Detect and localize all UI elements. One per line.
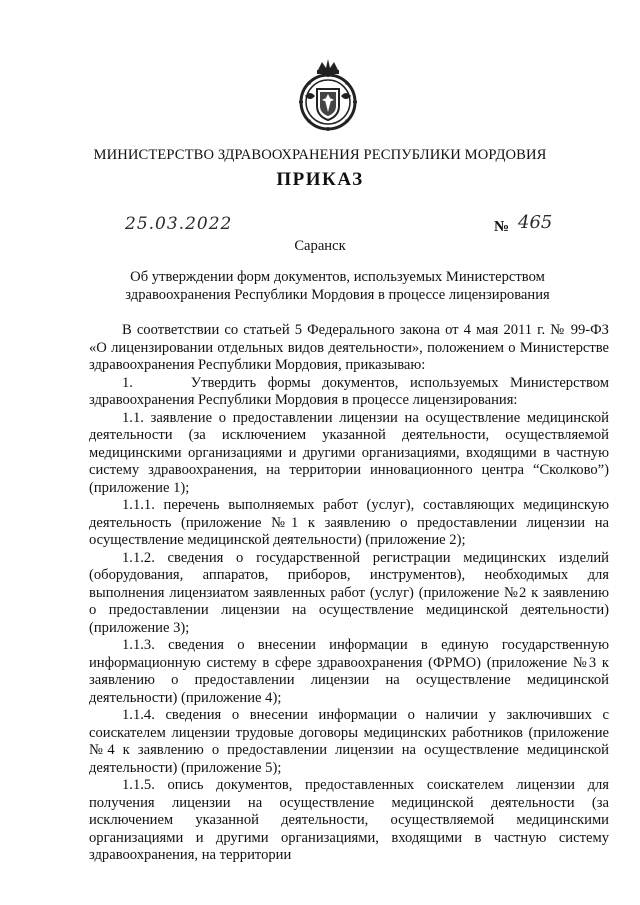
item-1-1-3: 1.1.3. сведения о внесении информации в единую государственную информационную систему в сфере здравоохранения (ФРМО) (приложение №3 к заявлению о предоставлении лицензии на осуществление медицинской деятельности) (приложение 4); bbox=[89, 637, 609, 706]
item-1: 1. Утвердить формы документов, используемых Министерством здравоохранения Республики Мордовия в процессе лицензирования: bbox=[89, 374, 609, 408]
item-1-1-2: 1.1.2. сведения о государственной регистрации медицинских изделий (оборудования, аппаратов, приборов, инструментов), необходимых для выполнения лицензиатом заявленных работ (услуг) (приложение №2 к заявлению о предоставлении лицензии на осуществление медицинской деятельности) (приложение 3); bbox=[89, 549, 609, 636]
item-1-1: 1.1. заявление о предоставлении лицензии на осуществление медицинской деятельности (за исключением указанной деятельности, осуществляемой медицинскими организациями и другими организациями, входящими в частную систему здравоохранения, на территории инновационного центра “Сколково”) (приложение 1); bbox=[89, 409, 609, 496]
city-name: Саранск bbox=[294, 238, 346, 254]
ministry-name: МИНИСТЕРСТВО ЗДРАВООХРАНЕНИЯ РЕСПУБЛИКИ МОРДОВИЯ bbox=[93, 147, 547, 163]
subject-line-2: здравоохранения Республики Мордовия в процессе лицензирования bbox=[125, 287, 550, 303]
order-subject bbox=[100, 268, 575, 304]
handwritten-date: 25.03.2022 bbox=[125, 214, 233, 234]
number-label: № bbox=[494, 219, 510, 235]
item-1-1-5: 1.1.5. опись документов, предоставленных соискателем лицензии для получения лицензии на осуществление медицинской деятельности (за исключением указанной деятельности, осуществляемой медицинскими организациями и другими организациями, входящими в частную систему здравоохранения, на территории bbox=[89, 777, 609, 863]
subject-line-1: Об утверждении форм документов, используемых Министерством bbox=[130, 269, 545, 285]
coat-of-arms-icon bbox=[296, 56, 360, 134]
item-1-1-4: 1.1.4. сведения о внесении информации о наличии у заключивших с соискателем лицензии трудовые договоры медицинских работников (приложение №4 к заявлению о предоставлении лицензии на осуществление медицинской деятельности) (приложение 5); bbox=[89, 707, 609, 776]
handwritten-number: 465 bbox=[518, 212, 553, 233]
document-title: ПРИКАЗ bbox=[276, 169, 364, 190]
order-body bbox=[89, 322, 609, 865]
item-1-1-1: 1.1.1. перечень выполняемых работ (услуг), составляющих медицинскую деятельность (приложение №1 к заявлению о предоставлении лицензии на осуществление медицинской деятельности) (приложение 2); bbox=[89, 497, 609, 548]
preamble-paragraph: В соответствии со статьей 5 Федерального закона от 4 мая 2011 г. № 99-ФЗ «О лицензировании отдельных видов деятельности», положением о Министерстве здравоохранения Республики Мордовия, приказываю: bbox=[89, 322, 609, 373]
